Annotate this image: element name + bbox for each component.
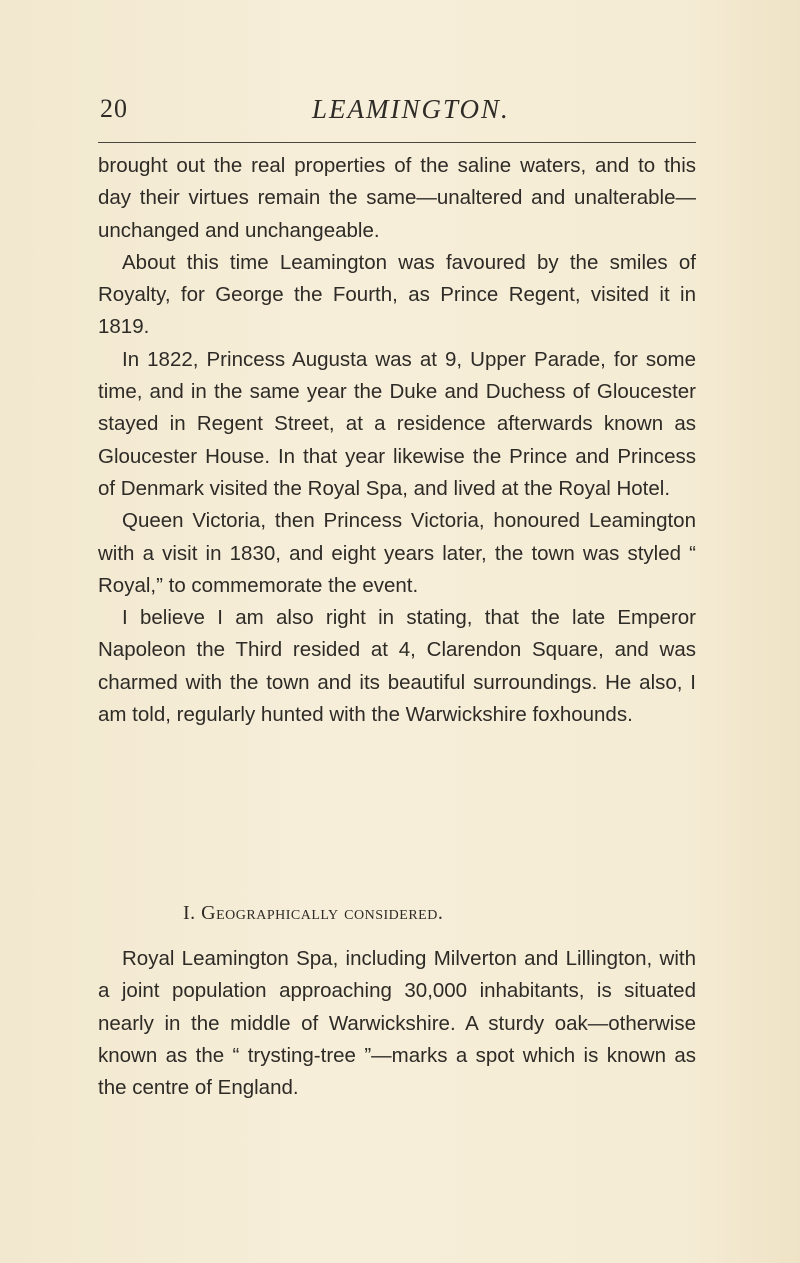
- main-text: [98, 150, 696, 731]
- paragraph-geography: Royal Leamington Spa, including Milverton and Lillington, with a joint population approaching 30,000 inhabitants, is situated nearly in the middle of Warwickshire. A sturdy oak—otherwise known as the “ trysting-tree ”—marks a spot which is known as the centre of England.: [98, 947, 696, 1100]
- section-heading: I. Geographically considered.: [183, 902, 444, 924]
- running-title: LEAMINGTON.: [312, 94, 510, 124]
- paragraph-queen-victoria: Queen Victoria, then Princess Victoria, honoured Leamington with a visit in 1830, and eight years later, the town was styled “ Royal,” to commemorate the event.: [98, 509, 696, 597]
- page-number: 20: [100, 94, 128, 123]
- header-rule: [98, 142, 696, 143]
- page-header: [100, 94, 696, 124]
- section-text: [98, 943, 696, 1104]
- paragraph-napoleon: I believe I am also right in stating, that the late Emperor Napoleon the Third resided at 4, Clarendon Square, and was charmed with the town and its beautiful surroundings. He also, I am told, regularly hunted with the Warwickshire foxhounds.: [98, 606, 696, 727]
- paragraph-continued: brought out the real properties of the saline waters, and to this day their virtues remain the same—unaltered and unalterable—unchanged and unchangeable.: [98, 154, 696, 242]
- paragraph-royalty: About this time Leamington was favoured by the smiles of Royalty, for George the Fourth, as Prince Regent, visited it in 1819.: [98, 250, 696, 339]
- paragraph-1822: In 1822, Princess Augusta was at 9, Upper Parade, for some time, and in the same year the Duke and Duchess of Gloucester stayed in Regent Street, at a residence afterwards known as Gloucester House. In that year likewise the Prince and Princess of Denmark visited the Royal Spa, and lived at the Royal Hotel.: [98, 347, 696, 500]
